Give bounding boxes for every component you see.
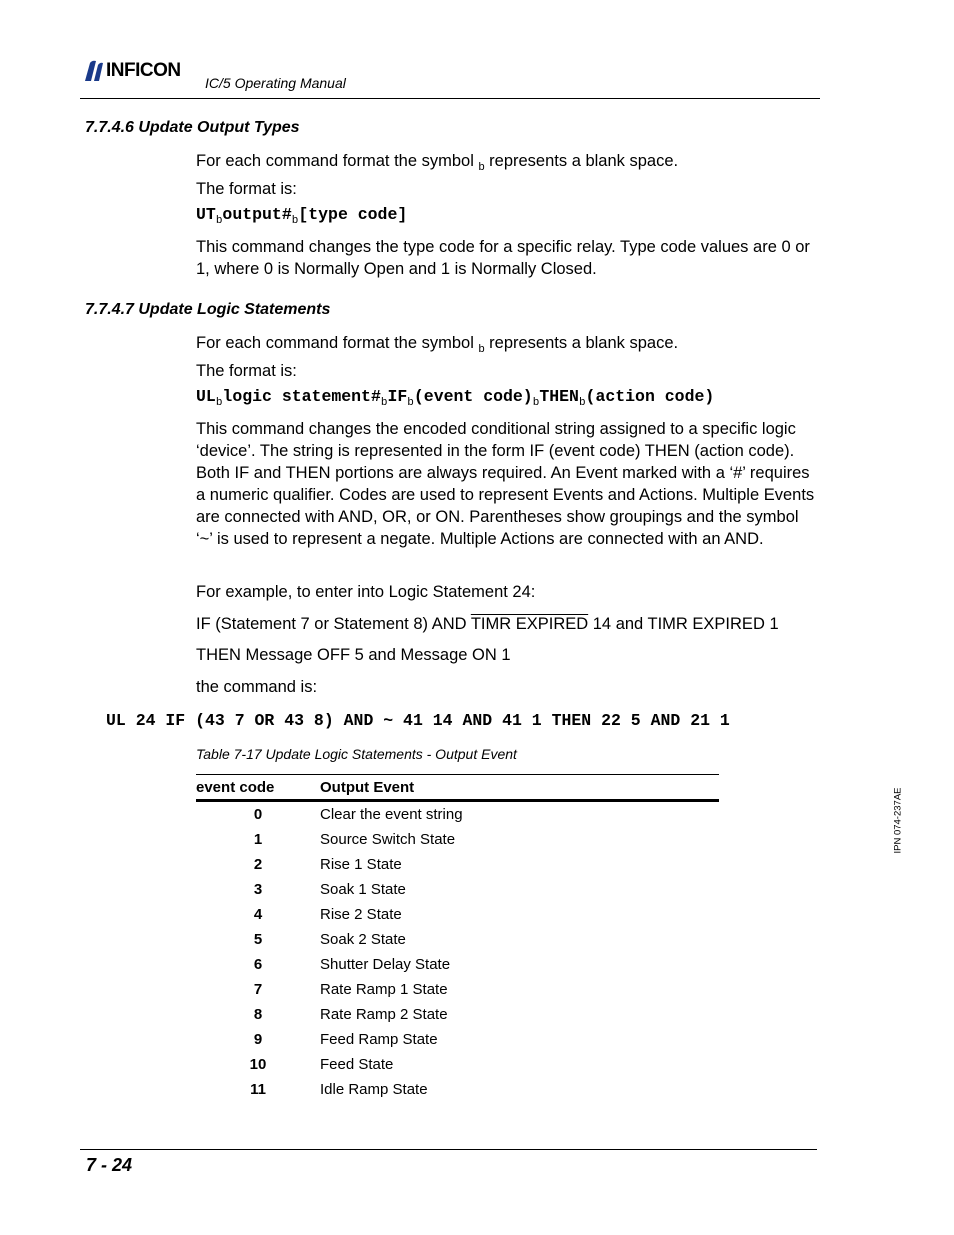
table-row: 10 Feed State <box>249 1056 394 1073</box>
table-row: 6 Shutter Delay State <box>253 956 451 973</box>
table-row: 8 Rate Ramp 2 State <box>253 1006 448 1023</box>
table-row: 2 Rise 1 State <box>253 856 402 873</box>
side-ipn-label: IPN 074-237AE <box>892 787 904 854</box>
negated-term: TIMR EXPIRED <box>470 615 589 633</box>
section-heading-update-logic-statements: 7.7.4.7 Update Logic Statements <box>85 301 331 318</box>
header-output-event: Output Event <box>320 778 415 796</box>
table-row: 5 Soak 2 State <box>253 931 406 948</box>
table-caption: Table 7-17 Update Logic Statements - Output Event <box>196 746 517 762</box>
blank-symbol: b <box>478 161 485 173</box>
example-if-clause: IF (Statement 7 or Statement 8) AND TIMR EXPIRED 14 and TIMR EXPIRED 1 <box>196 615 779 633</box>
section2-intro: For each command format the symbol $_b$ represents a blank space. The format is: <box>196 334 679 380</box>
ul-syntax: $UL_blogic$ $statement\#_bIF_b(event$ $code)_bTHEN_b(action$ code) <box>196 387 715 409</box>
command-intro: the command is: <box>196 678 318 696</box>
table-row: 7 Rate Ramp 1 State <box>253 981 448 998</box>
table-row: 4 Rise 2 State <box>253 906 402 923</box>
inficon-logo <box>82 58 181 84</box>
example-command: UL 24 IF (43 7 OR 43 8) AND ~ 41 14 AND 41 1 THEN 22 5 AND 21 1 <box>106 711 730 730</box>
output-event-table <box>196 774 719 1102</box>
manual-title: IC/5 Operating Manual <box>205 75 346 91</box>
table-row: 3 Soak 1 State <box>253 881 406 898</box>
inficon-logo-icon <box>82 59 104 83</box>
header-event-code: event code <box>196 778 275 796</box>
page-number: 7 - 24 <box>86 1155 133 1175</box>
example-then-clause: THEN Message OFF 5 and Message ON 1 <box>196 646 511 664</box>
header-rule <box>80 98 820 99</box>
table-row: 1 Source Switch State <box>253 831 456 848</box>
footer-rule <box>80 1149 817 1150</box>
section2-description: This command changes the encoded conditional string assigned to a specific logic ‘device’. The string is represented in the form IF (event code) THEN (action code). Both IF and THEN portions are always required. An Event marked with a ‘#’ requires a numeric qualifier. Codes are used to represent Events and Actions. Multiple Events are connected with AND, OR, or ON. Parentheses show groupings and the symbol ‘~’ is used to represent a negate. Multiple Actions are connected with an AND. <box>196 420 815 548</box>
ut-syntax: $UT_boutput\#_b[type$ code] <box>196 205 408 227</box>
example-intro: For example, to enter into Logic Statement 24: <box>196 583 536 601</box>
table-row: 11 Idle Ramp State <box>250 1081 428 1098</box>
section-heading-update-output-types: 7.7.4.6 Update Output Types <box>85 119 300 136</box>
section1-description: This command changes the type code for a specific relay. Type code values are 0 or 1, where 0 is Normally Open and 1 is Normally Closed. <box>196 238 810 278</box>
table-row: 0 Clear the event string <box>253 806 463 823</box>
table-row: 9 Feed Ramp State <box>253 1031 438 1048</box>
logo-text: INFICON <box>106 60 181 81</box>
table-header-row <box>196 775 719 801</box>
section1-intro: For each command format the symbol $_b$ represents a blank space. The format is: <box>196 152 679 198</box>
